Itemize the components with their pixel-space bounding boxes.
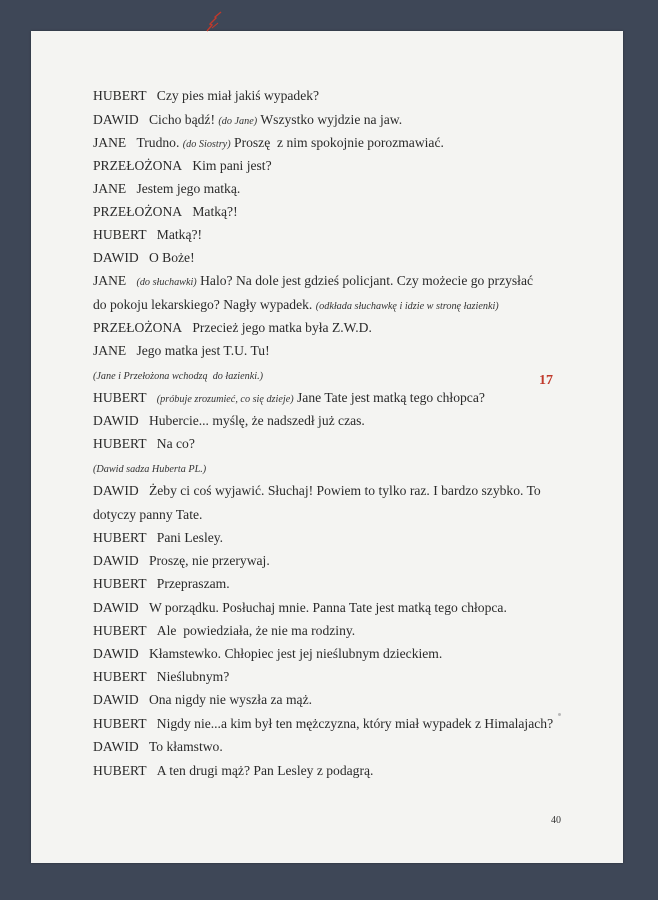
dialogue-text: Pani Lesley. xyxy=(156,530,224,545)
dialogue-line xyxy=(93,204,238,220)
dialogue-line xyxy=(93,250,195,266)
dialogue-line xyxy=(93,600,507,616)
speaker-name: DAWID xyxy=(93,483,139,498)
dialogue-line xyxy=(93,646,442,662)
speaker-name: DAWID xyxy=(93,739,139,754)
dialogue-text: Cicho bądź! xyxy=(148,112,219,127)
dialogue-line xyxy=(93,413,365,429)
dialogue-text: To kłamstwo. xyxy=(148,739,223,754)
stage-direction: (do słuchawki) xyxy=(136,277,197,288)
page-number: 40 xyxy=(551,815,561,826)
speaker-name: HUBERT xyxy=(93,623,147,638)
speaker-name: HUBERT xyxy=(93,576,147,591)
speaker-name: PRZEŁOŻONA xyxy=(93,320,183,335)
speaker-name: HUBERT xyxy=(93,763,147,778)
speaker-name: HUBERT xyxy=(93,436,147,451)
dialogue-line xyxy=(93,483,541,499)
dialogue-text: Przepraszam. xyxy=(156,576,230,591)
dialogue-line xyxy=(93,460,206,478)
dialogue-line xyxy=(93,530,223,546)
dialogue-text: Kłamstewko. Chłopiec jest jej nieślubnym dzieckiem. xyxy=(148,646,443,661)
dialogue-text: Kim pani jest? xyxy=(192,158,272,173)
stage-direction: (Jane i Przełożona wchodzą do łazienki.) xyxy=(93,371,264,382)
dialogue-text: W porządku. Posłuchaj mnie. Panna Tate jest matką tego chłopca. xyxy=(148,600,507,615)
dialogue-text: Hubercie... myślę, że nadszedł już czas. xyxy=(148,413,365,428)
dialogue-text: O Boże! xyxy=(148,250,195,265)
dialogue-text: Halo? Na dole jest gdzieś policjant. Czy możecie go przysłać xyxy=(196,273,534,288)
speaker-name: JANE xyxy=(93,135,127,150)
dialogue-text: dotyczy panny Tate. xyxy=(93,507,203,522)
dialogue-text: Ona nigdy nie wyszła za mąż. xyxy=(148,692,313,707)
speaker-name: HUBERT xyxy=(93,669,147,684)
speaker-name: DAWID xyxy=(93,112,139,127)
dialogue-text: Matką?! xyxy=(192,204,238,219)
speaker-name: JANE xyxy=(93,343,127,358)
speaker-name: HUBERT xyxy=(93,530,147,545)
dialogue-line xyxy=(93,343,270,359)
dialogue-line xyxy=(93,320,372,336)
dialogue-text: Żeby ci coś wyjawić. Słuchaj! Powiem to tylko raz. I bardzo szybko. To xyxy=(148,483,541,498)
speaker-name: DAWID xyxy=(93,553,139,568)
dialogue-text: Przecież jego matka była Z.W.D. xyxy=(192,320,372,335)
speaker-name: DAWID xyxy=(93,600,139,615)
speaker-name: PRZEŁOŻONA xyxy=(93,158,183,173)
scene-number: 17 xyxy=(539,373,553,388)
dialogue-text: Na co? xyxy=(156,436,195,451)
stage-direction: (do Siostry) xyxy=(182,139,231,150)
dialogue-line xyxy=(93,436,195,452)
dialogue-line xyxy=(93,227,202,243)
dialogue-line xyxy=(93,367,263,385)
stage-direction: (odkłada słuchawkę i idzie w stronę łazienki) xyxy=(315,301,499,312)
dialogue-line xyxy=(93,181,240,197)
dialogue-line xyxy=(93,112,402,130)
dialogue-line xyxy=(93,158,272,174)
dialogue-line xyxy=(93,716,553,732)
dialogue-text: A ten drugi mąż? Pan Lesley z podagrą. xyxy=(156,763,374,778)
dialogue-text: Jestem jego matką. xyxy=(136,181,241,196)
dialogue-line xyxy=(93,297,499,315)
stage-direction: (próbuje zrozumieć, co się dzieje) xyxy=(156,394,294,405)
dialogue-text: Czy pies miał jakiś wypadek? xyxy=(156,88,320,103)
dialogue-text: Jane Tate jest matką tego chłopca? xyxy=(293,390,485,405)
dialogue-text: Proszę, nie przerywaj. xyxy=(148,553,270,568)
dialogue-line xyxy=(93,739,223,755)
speaker-name: JANE xyxy=(93,181,127,196)
dialogue-text: Proszę z nim spokojnie porozmawiać. xyxy=(230,135,444,150)
dialogue-text: Nieślubnym? xyxy=(156,669,230,684)
speaker-name: DAWID xyxy=(93,692,139,707)
dialogue-text: Wszystko wyjdzie na jaw. xyxy=(257,112,403,127)
speaker-name: DAWID xyxy=(93,250,139,265)
dialogue-line xyxy=(93,273,533,291)
dialogue-line xyxy=(93,669,229,685)
speaker-name: PRZEŁOŻONA xyxy=(93,204,183,219)
dialogue-line xyxy=(93,88,319,104)
dialogue-text: Trudno. xyxy=(136,135,183,150)
dialogue-text: Nigdy nie...a kim był ten mężczyzna, który miał wypadek z Himalajach? xyxy=(156,716,554,731)
speaker-name: DAWID xyxy=(93,646,139,661)
speaker-name: DAWID xyxy=(93,413,139,428)
dialogue-text: Ale powiedziała, że nie ma rodziny. xyxy=(156,623,356,638)
dialogue-line xyxy=(93,507,202,523)
stage-direction: (do Jane) xyxy=(218,116,258,127)
speaker-name: HUBERT xyxy=(93,716,147,731)
pen-mark-icon xyxy=(203,9,229,35)
dialogue-text: Matką?! xyxy=(156,227,203,242)
dialogue-text: do pokoju lekarskiego? Nagły wypadek. xyxy=(93,297,316,312)
dialogue-line xyxy=(93,692,312,708)
dialogue-line xyxy=(93,623,355,639)
speaker-name: HUBERT xyxy=(93,227,147,242)
stage-direction: (Dawid sadza Huberta PL.) xyxy=(93,464,207,475)
script-page xyxy=(31,31,623,863)
dialogue-line xyxy=(93,553,270,569)
dialogue-line xyxy=(93,135,444,153)
speck xyxy=(558,713,561,716)
speaker-name: HUBERT xyxy=(93,88,147,103)
speaker-name: HUBERT xyxy=(93,390,147,405)
dialogue-text: Jego matka jest T.U. Tu! xyxy=(136,343,270,358)
dialogue-line xyxy=(93,576,230,592)
dialogue-line xyxy=(93,390,485,408)
speaker-name: JANE xyxy=(93,273,127,288)
dialogue-line xyxy=(93,763,373,779)
